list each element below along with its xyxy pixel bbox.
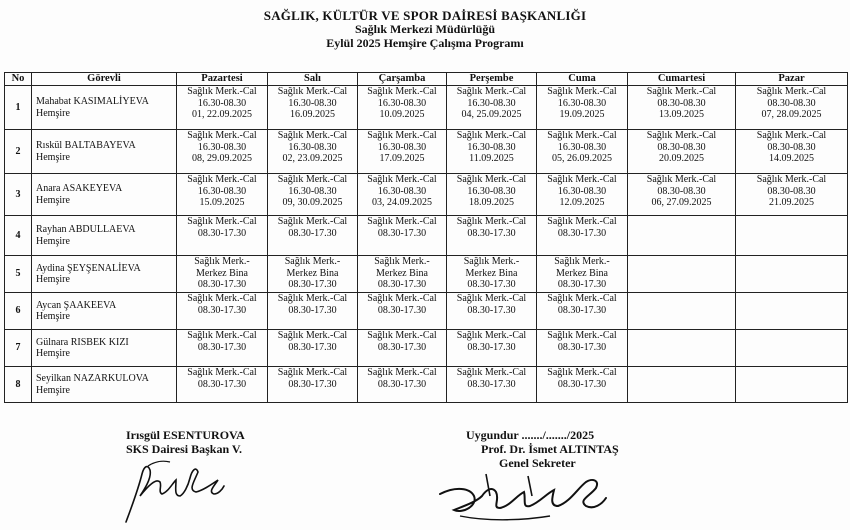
- shift-cell: [447, 293, 537, 330]
- shift-line: 03, 24.09.2025: [372, 197, 432, 208]
- shift-line: Sağlık Merk.-Cal: [456, 367, 527, 378]
- shift-line: 16.30-08.30: [288, 141, 337, 153]
- shift-line: 06, 27.09.2025: [651, 197, 712, 208]
- shift-cell: [447, 256, 537, 293]
- shift-cell: [177, 256, 268, 293]
- shift-cell: [268, 174, 358, 216]
- shift-line: 18.09.2025: [469, 197, 514, 208]
- shift-cell: [358, 174, 447, 216]
- staff-cell: [32, 86, 177, 130]
- row-number: 6: [5, 293, 32, 330]
- shift-line: 08.30-17.30: [557, 378, 607, 390]
- column-header-tuesday: Salı: [268, 73, 358, 86]
- shift-line: Sağlık Merk.-Cal: [646, 174, 717, 185]
- shift-line: 16.30-08.30: [197, 185, 247, 197]
- shift-line: 08.30-08.30: [767, 97, 816, 109]
- signer-name-left: Irısgül ESENTUROVA: [126, 428, 245, 442]
- shift-line: Sağlık Merk.-: [554, 256, 610, 267]
- staff-role: Hemşire: [36, 274, 70, 285]
- shift-cell: [736, 256, 848, 293]
- shift-line: 08.30-17.30: [467, 378, 516, 390]
- shift-cell: [358, 367, 447, 403]
- shift-line: 08.30-17.30: [197, 304, 247, 316]
- column-header-saturday: Cumartesi: [628, 73, 736, 86]
- staff-name: Rayhan ABDULLAEVA: [36, 224, 136, 235]
- staff-name: Mahabat KASIMALİYEVA: [36, 96, 149, 107]
- shift-line: Sağlık Merk.-: [374, 256, 430, 267]
- row-number: 2: [5, 130, 32, 174]
- column-header-thursday: Perşembe: [447, 73, 537, 86]
- shift-line: 16.30-08.30: [288, 97, 337, 109]
- shift-line: 08, 29.09.2025: [192, 153, 252, 164]
- shift-line: Merkez Bina: [465, 267, 518, 279]
- shift-line: Sağlık Merk.-Cal: [367, 367, 437, 378]
- shift-cell: [358, 330, 447, 367]
- shift-cell: [537, 216, 628, 256]
- shift-line: Sağlık Merk.-Cal: [756, 130, 827, 141]
- shift-line: Sağlık Merk.-Cal: [367, 86, 437, 97]
- shift-line: Sağlık Merk.-Cal: [187, 130, 257, 141]
- shift-line: Sağlık Merk.-Cal: [277, 367, 348, 378]
- shift-line: 08.30-17.30: [288, 341, 337, 353]
- handwritten-signature-right: [430, 466, 610, 528]
- shift-line: Sağlık Merk.-Cal: [456, 86, 527, 97]
- shift-line: Sağlık Merk.-Cal: [277, 86, 348, 97]
- shift-cell: [736, 86, 848, 130]
- shift-line: 16.30-08.30: [557, 185, 607, 197]
- shift-cell: [447, 330, 537, 367]
- table-row: [5, 174, 848, 216]
- column-header-sunday: Pazar: [736, 73, 848, 86]
- column-header-wednesday: Çarşamba: [358, 73, 447, 86]
- shift-line: Merkez Bina: [286, 267, 339, 279]
- staff-cell: [32, 293, 177, 330]
- shift-line: 08.30-17.30: [288, 279, 337, 290]
- shift-line: 08.30-17.30: [377, 279, 427, 290]
- shift-line: Sağlık Merk.-Cal: [547, 86, 617, 97]
- shift-cell: [177, 216, 268, 256]
- shift-line: 20.09.2025: [659, 153, 704, 164]
- shift-line: 08.30-17.30: [377, 304, 427, 316]
- department-title: Sağlık Merkezi Müdürlüğü: [354, 22, 495, 36]
- shift-line: 07, 28.09.2025: [761, 109, 822, 120]
- shift-cell: [177, 174, 268, 216]
- row-number: 5: [5, 256, 32, 293]
- table-row: [5, 330, 848, 367]
- shift-line: Sağlık Merk.-Cal: [187, 293, 257, 304]
- shift-line: 16.30-08.30: [377, 141, 427, 153]
- shift-line: 21.09.2025: [769, 197, 814, 208]
- table-row: [5, 130, 848, 174]
- shift-cell: [447, 130, 537, 174]
- row-number: 7: [5, 330, 32, 367]
- shift-line: 08.30-17.30: [288, 378, 337, 390]
- shift-line: 08.30-17.30: [377, 341, 427, 353]
- shift-line: Sağlık Merk.-: [194, 256, 250, 267]
- row-number: 3: [5, 174, 32, 216]
- shift-cell: [628, 86, 736, 130]
- shift-line: 08.30-17.30: [557, 341, 607, 353]
- table-row: [5, 216, 848, 256]
- shift-line: Sağlık Merk.-: [463, 256, 520, 267]
- staff-name: Seyilkan NAZARKULOVA: [36, 373, 149, 384]
- shift-line: Sağlık Merk.-Cal: [277, 330, 348, 341]
- shift-line: Sağlık Merk.-: [284, 256, 341, 267]
- shift-line: Sağlık Merk.-Cal: [367, 293, 437, 304]
- shift-cell: [358, 86, 447, 130]
- shift-line: 08.30-17.30: [557, 227, 607, 239]
- shift-cell: [628, 216, 736, 256]
- approval-line: Uygundur ......./......./2025: [466, 428, 595, 442]
- shift-line: Sağlık Merk.-Cal: [547, 293, 617, 304]
- shift-line: 16.30-08.30: [288, 185, 337, 197]
- column-header-staff: Görevli: [32, 73, 177, 86]
- shift-line: Sağlık Merk.-Cal: [367, 216, 437, 227]
- shift-cell: [268, 86, 358, 130]
- shift-line: 08.30-17.30: [467, 304, 516, 316]
- shift-line: 08.30-17.30: [467, 341, 516, 353]
- row-number: 1: [5, 86, 32, 130]
- staff-role: Hemşire: [36, 235, 70, 247]
- shift-line: Merkez Bina: [196, 267, 248, 279]
- shift-line: Sağlık Merk.-Cal: [367, 174, 437, 185]
- schedule-body: [5, 86, 848, 403]
- column-header-no: No: [5, 73, 32, 86]
- shift-line: Sağlık Merk.-Cal: [456, 130, 527, 141]
- shift-cell: [736, 216, 848, 256]
- shift-cell: [447, 367, 537, 403]
- signer-title-right: Genel Sekreter: [499, 456, 576, 470]
- table-row: [5, 256, 848, 293]
- staff-role: Hemşire: [36, 348, 70, 359]
- shift-line: Sağlık Merk.-Cal: [277, 216, 348, 227]
- shift-cell: [736, 330, 848, 367]
- staff-role: Hemşire: [36, 107, 70, 119]
- shift-line: 11.09.2025: [469, 153, 514, 164]
- shift-line: Sağlık Merk.-Cal: [547, 174, 617, 185]
- row-number: 4: [5, 216, 32, 256]
- shift-cell: [358, 293, 447, 330]
- shift-line: Sağlık Merk.-Cal: [456, 293, 527, 304]
- shift-line: Sağlık Merk.-Cal: [277, 293, 348, 304]
- shift-line: 08.30-17.30: [377, 227, 427, 239]
- row-number: 8: [5, 367, 32, 403]
- table-row: [5, 293, 848, 330]
- shift-line: 02, 23.09.2025: [282, 153, 343, 164]
- shift-cell: [736, 293, 848, 330]
- shift-cell: [177, 86, 268, 130]
- staff-cell: [32, 174, 177, 216]
- shift-cell: [447, 86, 537, 130]
- document-title: Eylül 2025 Hemşire Çalışma Programı: [326, 36, 524, 50]
- shift-line: Merkez Bina: [376, 267, 428, 279]
- shift-cell: [358, 256, 447, 293]
- handwritten-signature-left: [118, 456, 228, 528]
- shift-line: 08.30-08.30: [767, 185, 816, 197]
- shift-cell: [447, 216, 537, 256]
- shift-line: 16.30-08.30: [557, 97, 607, 109]
- shift-line: 08.30-17.30: [467, 279, 516, 290]
- shift-line: 16.30-08.30: [377, 97, 427, 109]
- shift-line: 08.30-17.30: [197, 279, 247, 290]
- shift-line: 08.30-08.30: [657, 97, 706, 109]
- left-signature-block: [126, 428, 245, 456]
- staff-cell: [32, 367, 177, 403]
- shift-line: 08.30-17.30: [557, 304, 607, 316]
- shift-cell: [537, 367, 628, 403]
- shift-line: 16.30-08.30: [197, 141, 247, 153]
- shift-line: 16.30-08.30: [467, 97, 516, 109]
- shift-cell: [358, 130, 447, 174]
- shift-cell: [628, 293, 736, 330]
- shift-cell: [358, 216, 447, 256]
- shift-line: 13.09.2025: [659, 109, 704, 120]
- shift-line: 08.30-17.30: [467, 227, 516, 239]
- shift-cell: [537, 130, 628, 174]
- staff-role: Hemşire: [36, 384, 70, 396]
- shift-cell: [736, 130, 848, 174]
- shift-line: Sağlık Merk.-Cal: [756, 86, 827, 97]
- shift-line: Sağlık Merk.-Cal: [187, 86, 257, 97]
- staff-role: Hemşire: [36, 311, 70, 322]
- shift-cell: [268, 367, 358, 403]
- shift-cell: [177, 130, 268, 174]
- shift-line: Sağlık Merk.-Cal: [187, 216, 257, 227]
- shift-line: Sağlık Merk.-Cal: [547, 130, 617, 141]
- shift-line: Sağlık Merk.-Cal: [456, 216, 527, 227]
- shift-line: Sağlık Merk.-Cal: [367, 130, 437, 141]
- staff-cell: [32, 216, 177, 256]
- shift-line: 17.09.2025: [379, 153, 425, 164]
- shift-line: 16.30-08.30: [467, 185, 516, 197]
- shift-line: Sağlık Merk.-Cal: [547, 216, 617, 227]
- shift-line: Sağlık Merk.-Cal: [646, 130, 717, 141]
- shift-cell: [537, 86, 628, 130]
- staff-cell: [32, 130, 177, 174]
- shift-line: Sağlık Merk.-Cal: [367, 330, 437, 341]
- staff-name: Gülnara RISBEK KIZI: [36, 336, 129, 348]
- shift-cell: [268, 293, 358, 330]
- right-signature-block: [466, 428, 619, 470]
- shift-line: 08.30-17.30: [197, 378, 247, 390]
- shift-line: 08.30-17.30: [557, 279, 607, 290]
- shift-line: 04, 25.09.2025: [461, 109, 522, 120]
- shift-line: Sağlık Merk.-Cal: [646, 86, 717, 97]
- shift-line: 08.30-17.30: [288, 227, 337, 239]
- shift-line: 05, 26.09.2025: [552, 153, 612, 164]
- shift-cell: [268, 130, 358, 174]
- shift-line: Sağlık Merk.-Cal: [277, 174, 348, 185]
- shift-line: 19.09.2025: [559, 109, 605, 120]
- shift-line: 14.09.2025: [769, 153, 814, 164]
- shift-line: 08.30-17.30: [288, 304, 337, 316]
- shift-line: 15.09.2025: [199, 197, 245, 208]
- shift-line: 16.09.2025: [290, 109, 335, 120]
- shift-cell: [628, 367, 736, 403]
- shift-cell: [628, 174, 736, 216]
- shift-line: Sağlık Merk.-Cal: [547, 367, 617, 378]
- shift-line: 08.30-08.30: [767, 141, 816, 153]
- column-header-friday: Cuma: [537, 73, 628, 86]
- shift-cell: [177, 293, 268, 330]
- shift-line: 09, 30.09.2025: [282, 197, 343, 208]
- column-header-monday: Pazartesi: [177, 73, 268, 86]
- shift-line: Sağlık Merk.-Cal: [547, 330, 617, 341]
- shift-line: 01, 22.09.2025: [192, 109, 252, 120]
- shift-line: Sağlık Merk.-Cal: [187, 367, 257, 378]
- shift-cell: [537, 256, 628, 293]
- table-header-row: [5, 73, 848, 86]
- staff-name: Anara ASAKEYEVA: [36, 183, 123, 194]
- signer-name-right: Prof. Dr. İsmet ALTINTAŞ: [481, 442, 619, 456]
- staff-cell: [32, 256, 177, 293]
- table-row: [5, 86, 848, 130]
- shift-cell: [628, 130, 736, 174]
- institution-title: SAĞLIK, KÜLTÜR VE SPOR DAİRESİ BAŞKANLIĞI: [263, 8, 587, 23]
- shift-line: 08.30-08.30: [657, 141, 706, 153]
- staff-role: Hemşire: [36, 194, 70, 206]
- shift-line: 16.30-08.30: [197, 97, 247, 109]
- shift-line: 08.30-08.30: [657, 185, 706, 197]
- shift-line: Sağlık Merk.-Cal: [277, 130, 348, 141]
- shift-line: Merkez Bina: [556, 267, 608, 279]
- shift-cell: [628, 330, 736, 367]
- shift-cell: [537, 330, 628, 367]
- shift-cell: [537, 293, 628, 330]
- shift-cell: [736, 174, 848, 216]
- shift-cell: [736, 367, 848, 403]
- shift-line: 08.30-17.30: [197, 227, 247, 239]
- staff-name: Aydina ŞEYŞENALİEVA: [36, 262, 141, 274]
- staff-name: Aycan ŞAAKEEVA: [36, 299, 117, 311]
- shift-line: Sağlık Merk.-Cal: [187, 330, 257, 341]
- shift-line: Sağlık Merk.-Cal: [456, 330, 527, 341]
- shift-line: Sağlık Merk.-Cal: [456, 174, 527, 185]
- signer-title-left: SKS Dairesi Başkan V.: [126, 442, 243, 456]
- table-row: [5, 367, 848, 403]
- shift-cell: [537, 174, 628, 216]
- shift-cell: [447, 174, 537, 216]
- shift-line: 16.30-08.30: [557, 141, 607, 153]
- shift-cell: [177, 330, 268, 367]
- shift-line: Sağlık Merk.-Cal: [756, 174, 827, 185]
- shift-line: 16.30-08.30: [467, 141, 516, 153]
- shift-line: 08.30-17.30: [377, 378, 427, 390]
- shift-line: 08.30-17.30: [197, 341, 247, 353]
- staff-cell: [32, 330, 177, 367]
- shift-cell: [268, 256, 358, 293]
- staff-role: Hemşire: [36, 151, 70, 163]
- shift-line: Sağlık Merk.-Cal: [187, 174, 257, 185]
- shift-line: 16.30-08.30: [377, 185, 427, 197]
- shift-cell: [268, 216, 358, 256]
- shift-line: 10.09.2025: [379, 109, 425, 120]
- shift-cell: [177, 367, 268, 403]
- shift-cell: [268, 330, 358, 367]
- schedule-table: [4, 72, 848, 403]
- staff-name: Rıskül BALTABAYEVA: [36, 140, 136, 151]
- shift-cell: [628, 256, 736, 293]
- shift-line: 12.09.2025: [559, 197, 605, 208]
